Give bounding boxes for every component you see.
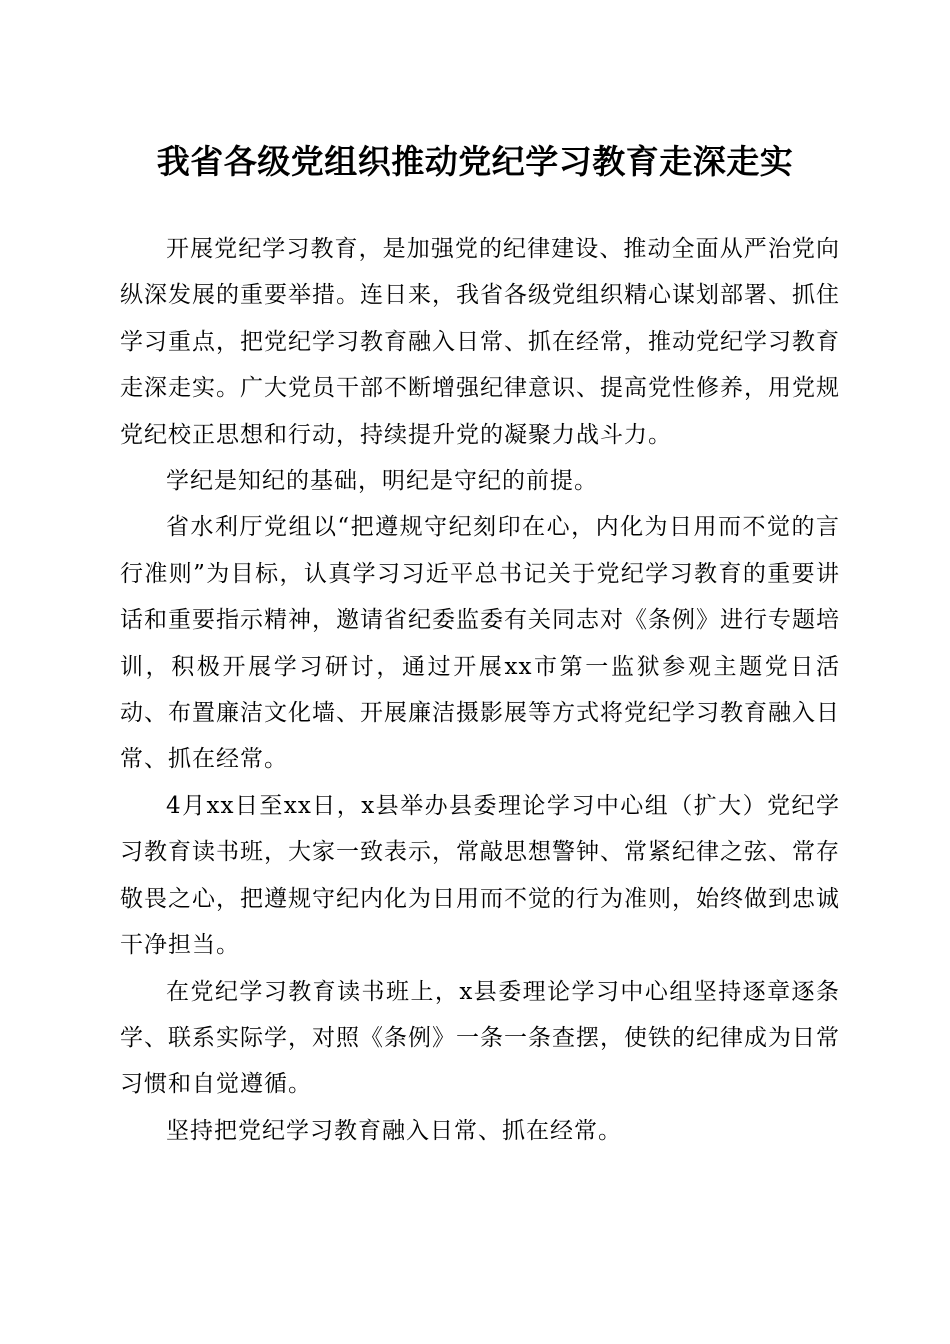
paragraph-3: 省水利厅党组以“把遵规守纪刻印在心，内化为日用而不觉的言行准则”为目标，认真学习习近平总书记关于党纪学习教育的重要讲话和重要指示精神，邀请省纪委监委有关同志对《条例》进行专题培训，积极开展学习研讨，通过开展xx市第一监狱参观主题党日活动、布置廉洁文化墙、开展廉洁摄影展等方式将党纪学习教育融入日常、抓在经常。 xyxy=(120,514,840,773)
paragraph-2: 学纪是知纪的基础，明纪是守纪的前提。 xyxy=(166,468,598,495)
paragraph-1: 开展党纪学习教育，是加强党的纪律建设、推动全面从严治党向纵深发展的重要举措。连日来，我省各级党组织精心谋划部署、抓住学习重点，把党纪学习教育融入日常、抓在经常，推动党纪学习教育走深走实。广大党员干部不断增强纪律意识、提高党性修养，用党规党纪校正思想和行动，持续提升党的凝聚力战斗力。 xyxy=(120,236,840,448)
paragraph-6: 坚持把党纪学习教育融入日常、抓在经常。 xyxy=(166,1117,622,1144)
document-title: 我省各级党组织推动党纪学习教育走深走实 xyxy=(156,142,794,181)
paragraph-4: 4月xx日至xx日，x县举办县委理论学习中心组（扩大）党纪学习教育读书班，大家一致表示，常敲思想警钟、常紧纪律之弦、常存敬畏之心，把遵规守纪内化为日用而不觉的行为准则，始终做到忠诚干净担当。 xyxy=(120,792,840,959)
document-body xyxy=(120,226,840,1154)
paragraph-5: 在党纪学习教育读书班上，x县委理论学习中心组坚持逐章逐条学、联系实际学，对照《条例》一条一条查摆，使铁的纪律成为日常习惯和自觉遵循。 xyxy=(120,978,840,1098)
